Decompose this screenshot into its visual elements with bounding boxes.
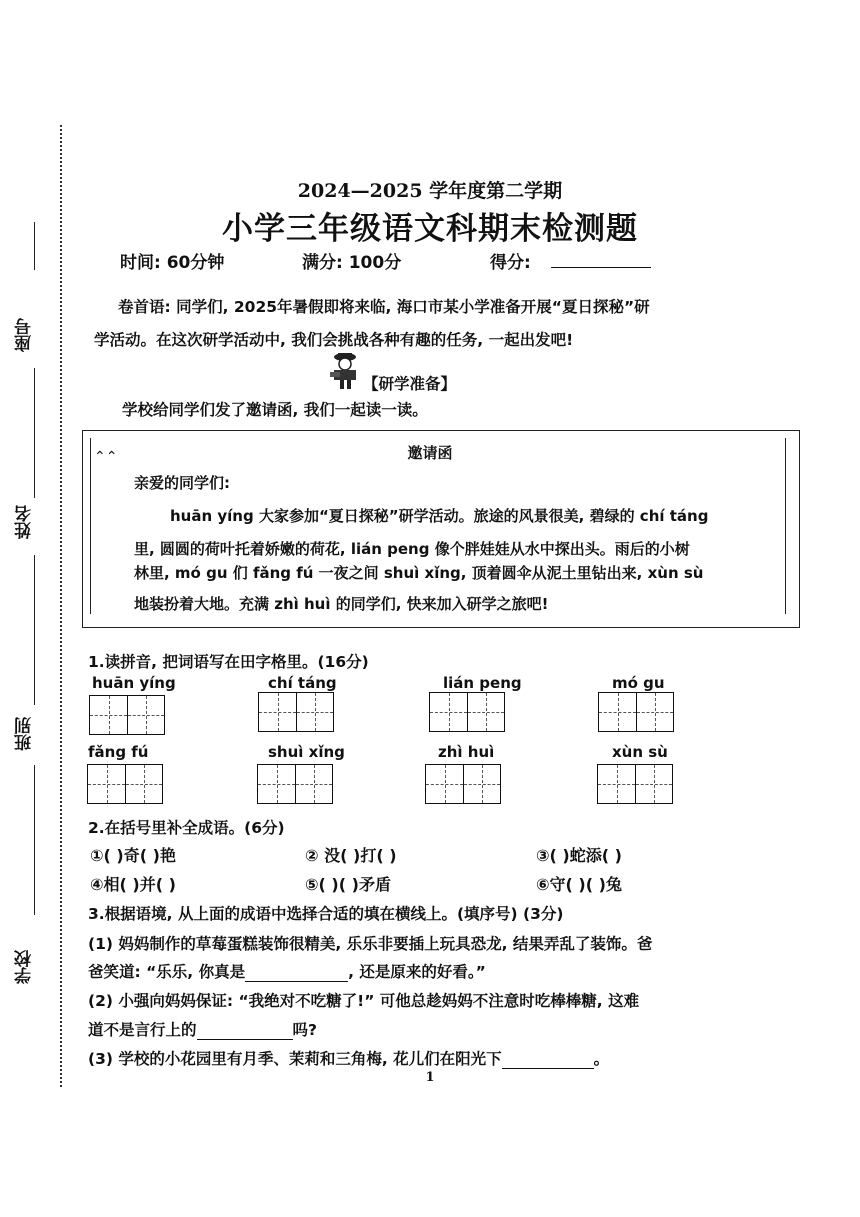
question-2-title: 2.在括号里补全成语。(6分) (88, 819, 285, 837)
explorer-mascot-icon (328, 350, 362, 390)
invitation-line-1: huān yíng 大家参加“夏日探秘”研学活动。旅途的风景很美, 碧绿的 chí táng (170, 507, 709, 525)
question-3-sentence-1b (88, 960, 486, 982)
pinyin-label: huān yíng (92, 674, 176, 692)
idiom-item[interactable]: ⑥守( )( )兔 (536, 875, 622, 894)
page-number: 1 (425, 1070, 435, 1085)
question-3-sentence-2a: (2) 小强向妈妈保证: “我绝对不吃糖了!” 可他总趁妈妈不注意时吃棒棒糖, 这难 (88, 992, 640, 1010)
idiom-item[interactable]: ①( )奇( )艳 (90, 846, 176, 865)
class-line (34, 765, 35, 915)
sentence-text: , 还是原来的好看。” (348, 963, 486, 981)
pinyin-label: chí táng (268, 674, 337, 692)
sentence-text: 爸笑道: “乐乐, 你真是 (88, 963, 246, 981)
pinyin-label: shuì xǐng (268, 743, 345, 761)
writing-grid[interactable] (597, 764, 673, 804)
sentence-text: 。 (593, 1050, 610, 1068)
invitation-line-2: 里, 圆圆的荷叶托着娇嫩的荷花, lián peng 像个胖娃娃从水中探出头。雨后的小树 (134, 540, 690, 558)
sentence-text: (3) 学校的小花园里有月季、茉莉和三角梅, 花儿们在阳光下 (88, 1050, 502, 1068)
birds-decoration-icon: ⌃⌃ (94, 449, 118, 465)
answer-blank[interactable] (502, 1050, 594, 1069)
writing-grid[interactable] (87, 764, 163, 804)
name-label: 姓名 (15, 505, 35, 539)
writing-grid[interactable] (89, 695, 165, 735)
pinyin-label: fǎng fú (88, 743, 149, 761)
writing-grid[interactable] (257, 764, 333, 804)
writing-grid[interactable] (258, 692, 334, 732)
invitation-line-4: 地装扮着大地。充满 zhì huì 的同学们, 快来加入研学之旅吧! (134, 595, 549, 613)
answer-blank[interactable] (245, 963, 348, 982)
sentence-text: 吗? (292, 1021, 318, 1039)
exam-subtitle: 2024—2025 学年度第二学期 (297, 180, 563, 202)
question-3-title: 3.根据语境, 从上面的成语中选择合适的填在横线上。(填序号) (3分) (88, 905, 564, 923)
answer-blank[interactable] (197, 1021, 293, 1040)
exam-full-score: 满分: 100分 (302, 253, 402, 273)
sentence-text: 道不是言行上的 (88, 1021, 197, 1039)
class-label: 班别 (15, 717, 35, 751)
school-label: 学校 (15, 950, 35, 984)
exam-title: 小学三年级语文科期末检测题 (222, 211, 638, 247)
question-3-sentence-2b (88, 1018, 317, 1040)
seat-label: 座号 (15, 318, 35, 352)
writing-grid[interactable] (429, 692, 505, 732)
idiom-item[interactable]: ⑤( )( )矛盾 (305, 875, 391, 894)
invitation-line-3: 林里, mó gu 们 fǎng fú 一夜之间 shuì xǐng, 顶着圆伞从泥土里钻出来, xùn sù (134, 564, 704, 582)
section-lead: 学校给同学们发了邀请函, 我们一起读一读。 (122, 401, 428, 419)
invitation-title: 邀请函 (407, 444, 453, 462)
exam-score-label: 得分: (490, 253, 531, 273)
invitation-greeting: 亲爱的同学们: (134, 474, 230, 492)
intro-line-1: 卷首语: 同学们, 2025年暑假即将来临, 海口市某小学准备开展“夏日探秘”研 (118, 298, 650, 316)
intro-line-2: 学活动。在这次研学活动中, 我们会挑战各种有趣的任务, 一起出发吧! (94, 331, 574, 349)
idiom-item[interactable]: ③( )蛇添( ) (536, 846, 622, 865)
binding-dotted-line (60, 125, 62, 1087)
pinyin-label: zhì huì (438, 743, 495, 761)
section-tag: 【研学准备】 (363, 375, 457, 393)
name-line-top (34, 368, 35, 498)
exam-time: 时间: 60分钟 (120, 253, 225, 273)
question-3-sentence-1a: (1) 妈妈制作的草莓蛋糕装饰很精美, 乐乐非要插上玩具恐龙, 结果弄乱了装饰。爸 (88, 935, 653, 953)
idiom-item[interactable]: ④相( )并( ) (90, 875, 176, 894)
pinyin-label: xùn sù (612, 743, 668, 761)
question-1-title: 1.读拼音, 把词语写在田字格里。(16分) (88, 653, 369, 671)
writing-grid[interactable] (598, 692, 674, 732)
question-3-sentence-3 (88, 1047, 609, 1069)
writing-grid[interactable] (425, 764, 501, 804)
score-blank[interactable] (551, 267, 651, 268)
name-line (34, 555, 35, 705)
pinyin-label: mó gu (612, 674, 665, 692)
pinyin-label: lián peng (443, 674, 522, 692)
idiom-item[interactable]: ② 没( )打( ) (305, 846, 397, 865)
